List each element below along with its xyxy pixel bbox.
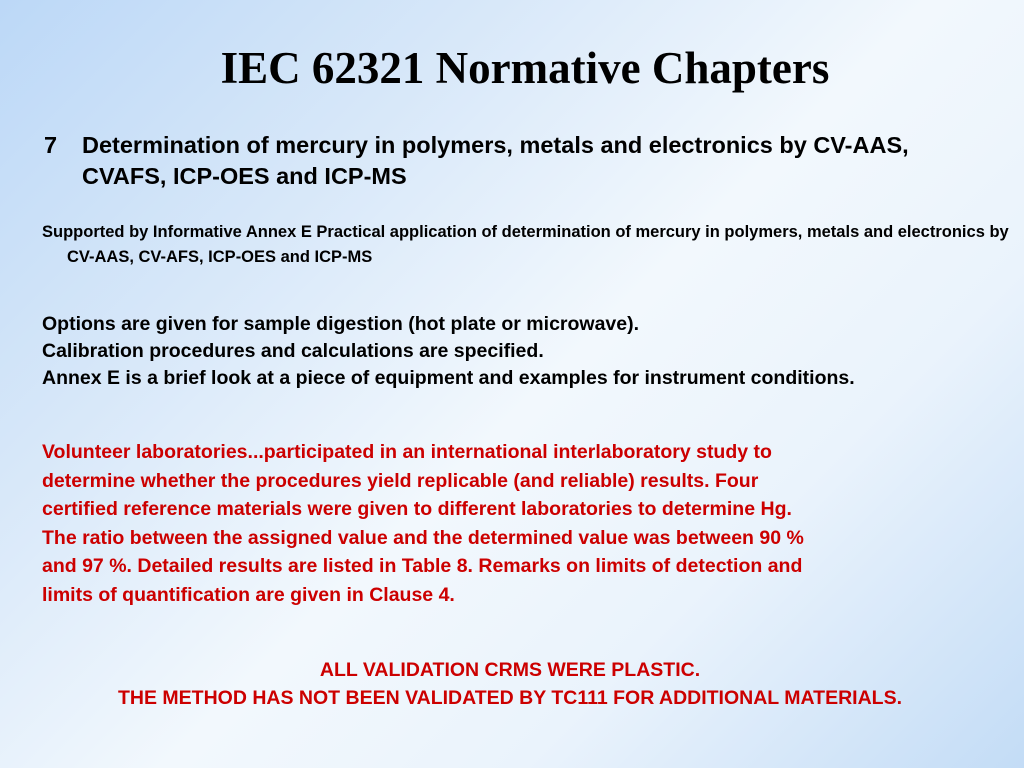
options-line: Annex E is a brief look at a piece of equipment and examples for instrument conditions. [42, 367, 855, 389]
footer-line: ALL VALIDATION CRMS WERE PLASTIC. [319, 659, 701, 681]
volunteer-line: limits of quantification are given in Clause 4. [42, 583, 455, 606]
volunteer-line: Volunteer laboratories...participated in an international interlaboratory study to [42, 441, 772, 463]
options-line: Options are given for sample digestion (hot plate or microwave). [42, 313, 640, 335]
options-line: Calibration procedures and calculations are specified. [42, 340, 544, 362]
chapter-number: 7 [44, 132, 58, 158]
volunteer-paragraph [42, 438, 982, 609]
chapter-item [44, 130, 984, 192]
footer-warning [0, 656, 1020, 712]
options-block [42, 311, 1017, 392]
chapter-title: Determination of mercury in polymers, metals and electronics by CV-AAS, CVAFS, ICP-OES and ICP-MS [82, 132, 909, 189]
footer-line: THE METHOD HAS NOT BEEN VALIDATED BY TC111 FOR ADDITIONAL MATERIALS. [117, 687, 903, 709]
volunteer-line: and 97 %. Detailed results are listed in Table 8. Remarks on limits of detection and [42, 555, 803, 577]
annex-note: Supported by Informative Annex E Practical application of determination of mercury in polymers, metals and electronics by CV-AAS, CV-AFS, ICP-OES and ICP-MS [42, 223, 1009, 266]
slide-title: IEC 62321 Normative Chapters [220, 43, 830, 93]
volunteer-line: determine whether the procedures yield replicable (and reliable) results. Four [42, 469, 759, 492]
volunteer-line: certified reference materials were given to different laboratories to determine Hg. [42, 498, 792, 520]
volunteer-line: The ratio between the assigned value and the determined value was between 90 % [42, 526, 804, 549]
